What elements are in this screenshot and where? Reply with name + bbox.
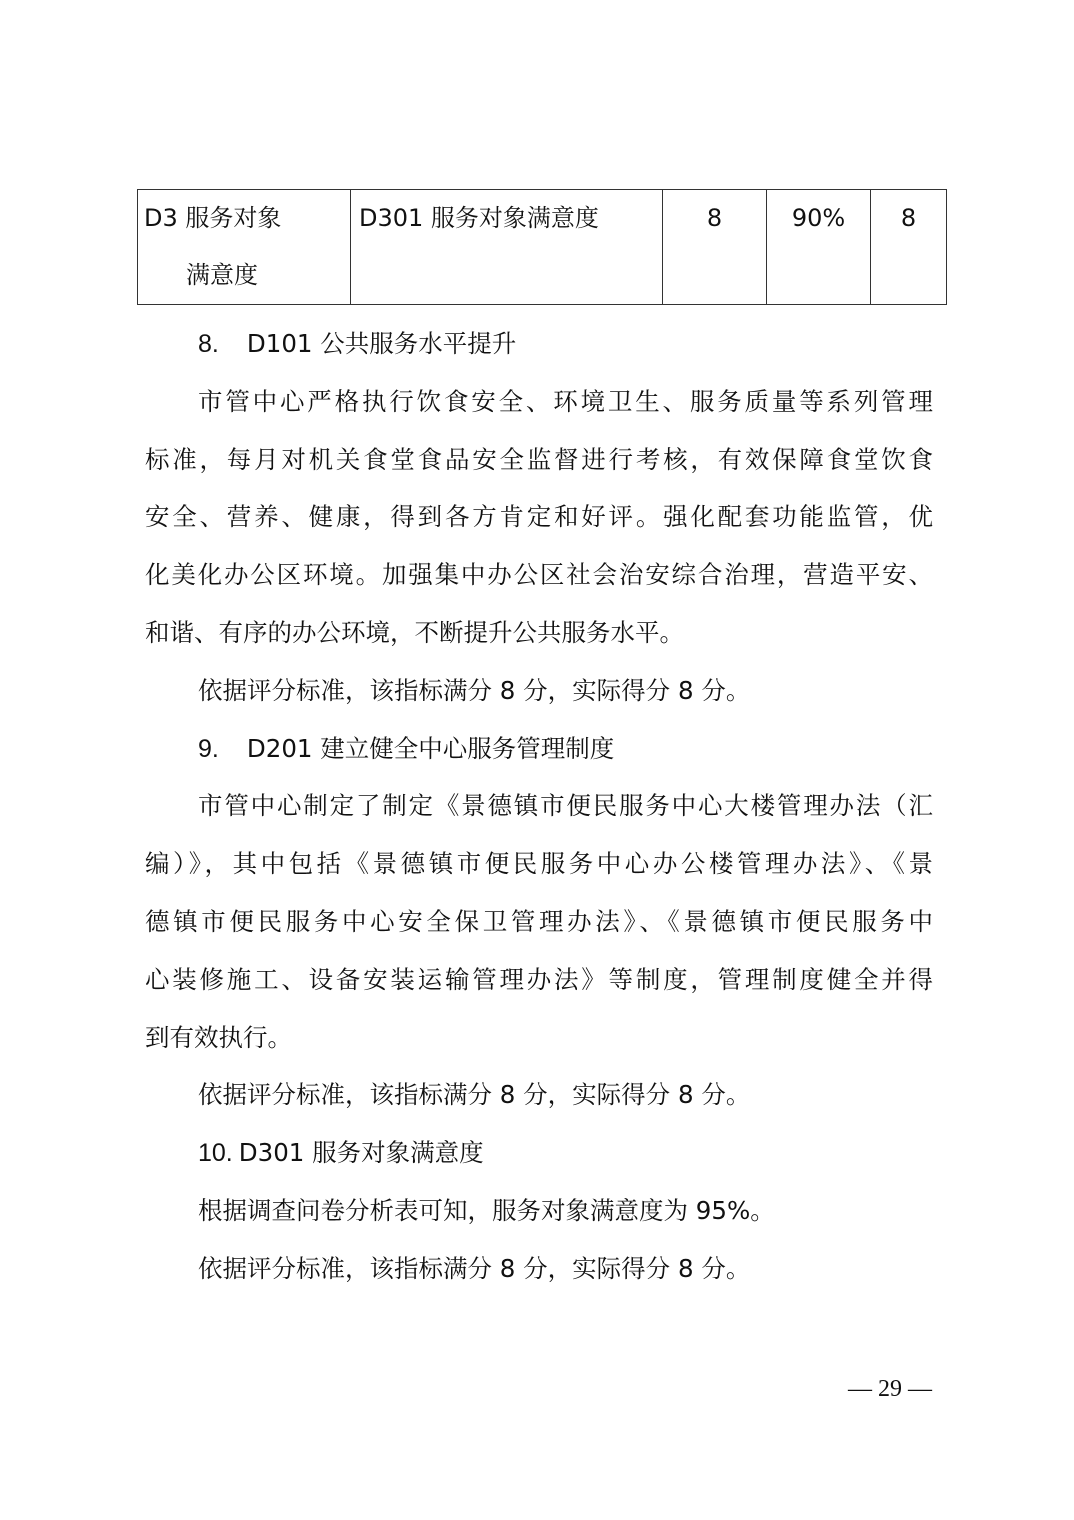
- paragraph-line: 依据评分标准，该指标满分 8 分，实际得分 8 分。: [198, 1253, 751, 1283]
- section-title: D201 建立健全中心服务管理制度: [246, 733, 615, 763]
- paragraph-line: 依据评分标准，该指标满分 8 分，实际得分 8 分。: [198, 1080, 751, 1110]
- paragraph-line: 到有效执行。: [145, 1022, 292, 1052]
- paragraph-line: 根据调查问卷分析表可知，服务对象满意度为 95%。: [198, 1195, 775, 1225]
- score-text: 8: [900, 204, 917, 232]
- section-title: D301 服务对象满意度: [238, 1138, 484, 1168]
- section-number: 9.: [198, 734, 219, 763]
- paragraph-line: 标准，每月对机关食堂食品安全监督进行考核，有效保障食堂饮食: [145, 444, 933, 474]
- paragraph-line: 心装修施工、设备安装运输管理办法》等制度，管理制度健全并得: [145, 964, 933, 994]
- score-cell: [871, 190, 947, 305]
- paragraph-line: 编）》，其中包括《景德镇市便民服务中心办公楼管理办法》、《景: [145, 849, 933, 879]
- category-line: D3 服务对象: [144, 204, 282, 232]
- full-score-cell: [663, 190, 767, 305]
- section-number: 10.: [198, 1139, 233, 1168]
- section-heading: [145, 720, 933, 778]
- full-score-text: 8: [706, 204, 723, 232]
- paragraph-line: 市管中心制定了制定《景德镇市便民服务中心大楼管理办法（汇: [198, 791, 933, 821]
- section-heading: [145, 1124, 933, 1182]
- category-cell: [138, 190, 351, 305]
- paragraph-line: 依据评分标准，该指标满分 8 分，实际得分 8 分。: [198, 675, 751, 705]
- paragraph-line: 市管中心严格执行饮食安全、环境卫生、服务质量等系列管理: [198, 386, 933, 416]
- section-number: 8.: [198, 330, 219, 358]
- target-cell: [767, 190, 871, 305]
- target-text: 90%: [791, 204, 846, 232]
- section-title: D101 公共服务水平提升: [246, 329, 517, 358]
- table-row: [138, 190, 947, 305]
- indicator-text: D301 服务对象满意度: [359, 204, 599, 232]
- paragraph-line: 德镇市便民服务中心安全保卫管理办法》、《景德镇市便民服务中: [145, 906, 933, 936]
- paragraph-line: 化美化办公区环境。加强集中办公区社会治安综合治理，营造平安、: [145, 560, 933, 590]
- indicator-cell: [351, 190, 663, 305]
- paragraph-line: 安全、营养、健康，得到各方肯定和好评。强化配套功能监管，优: [145, 502, 933, 532]
- page-number: — 29 —: [848, 1376, 932, 1402]
- category-line: 满意度: [186, 261, 258, 289]
- paragraph-line: 和谐、有序的办公环境，不断提升公共服务水平。: [145, 617, 684, 647]
- score-table: [137, 189, 947, 305]
- section-heading: [145, 315, 933, 373]
- document-body: [145, 315, 933, 1298]
